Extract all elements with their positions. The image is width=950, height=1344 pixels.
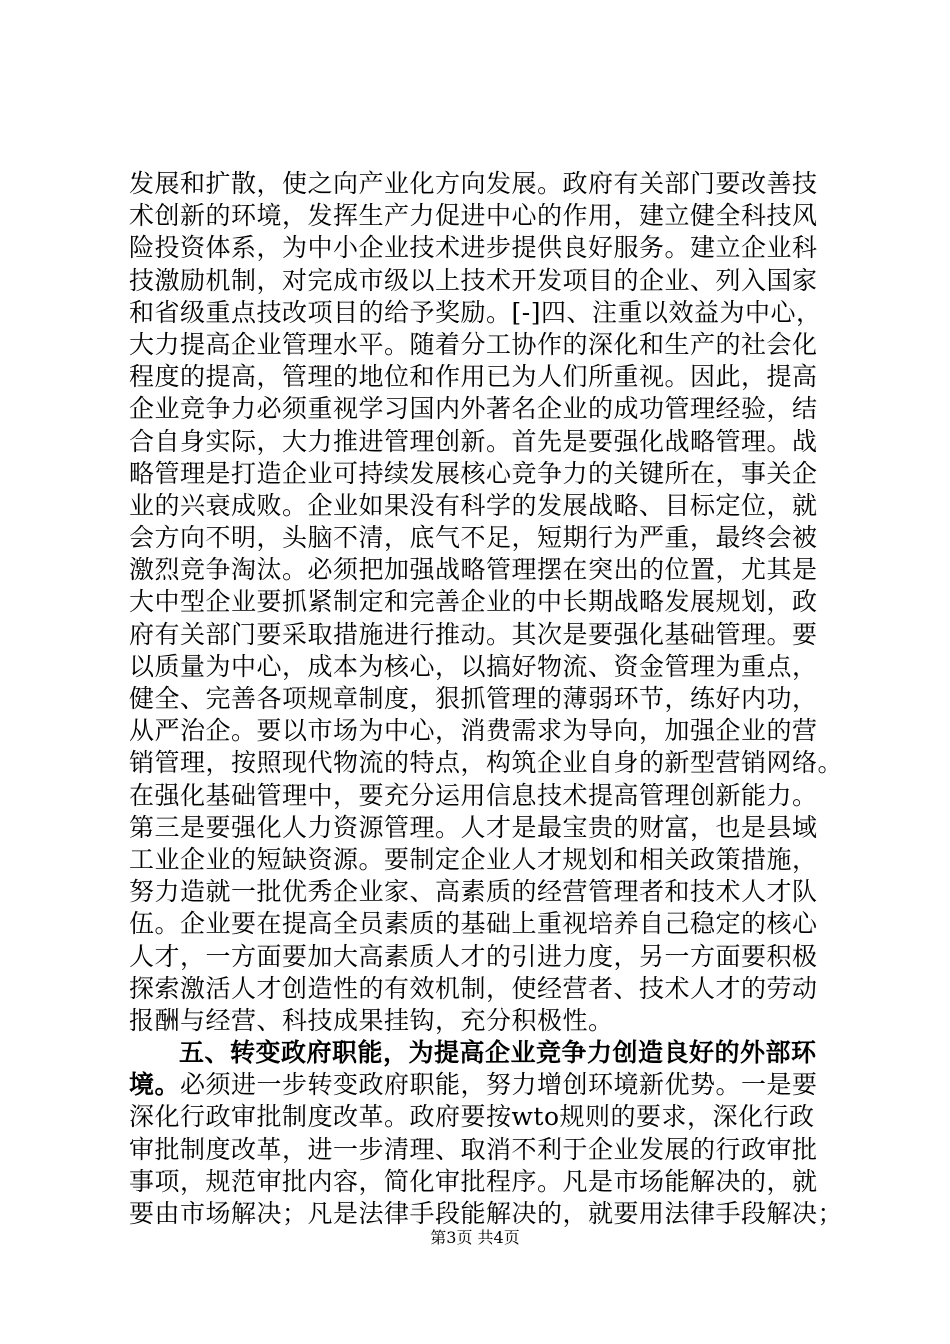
- body-line: 在强化基础管理中，要充分运用信息技术提高管理创新能力。: [129, 780, 818, 810]
- body-line: 探索激活人才创造性的有效机制，使经营者、技术人才的劳动: [129, 973, 818, 1003]
- body-line: 要由市场解决；凡是法律手段能解决的，就要用法律手段解决；: [129, 1199, 844, 1228]
- body-line: 健全、完善各项规章制度，狠抓管理的薄弱环节，练好内功，: [129, 684, 818, 713]
- body-line: 合自身实际，大力推进管理创新。首先是要强化战略管理。战: [129, 426, 818, 456]
- body-line: 技激励机制，对完成市级以上技术开发项目的企业、列入国家: [129, 265, 818, 295]
- body-line: 大力提高企业管理水平。随着分工协作的深化和生产的社会化: [129, 329, 818, 359]
- section-heading: 五、转变政府职能，为提高企业竞争力创造良好的外部环: [179, 1038, 817, 1068]
- body-line: 深化行政审批制度改革。政府要按wto规则的要求，深化行政: [129, 1102, 815, 1132]
- document-body: [129, 168, 844, 1230]
- body-line: 报酬与经营、科技成果挂钩，充分积极性。: [129, 1005, 614, 1035]
- body-line: 术创新的环境，发挥生产力促进中心的作用，建立健全科技风: [129, 201, 818, 231]
- body-line: 以质量为中心，成本为核心，以搞好物流、资金管理为重点，: [129, 651, 818, 681]
- body-line: 从严治企。要以市场为中心，消费需求为导向，加强企业的营: [129, 716, 818, 746]
- body-line: 审批制度改革，进一步清理、取消不利于企业发展的行政审批: [129, 1134, 818, 1164]
- body-line: 销管理，按照现代物流的特点，构筑企业自身的新型营销网络。: [129, 748, 844, 778]
- body-line: 企业竞争力必须重视学习国内外著名企业的成功管理经验，结: [129, 394, 818, 424]
- body-line: 险投资体系，为中小企业技术进步提供良好服务。建立企业科: [129, 233, 818, 263]
- body-line: 大中型企业要抓紧制定和完善企业的中长期战略发展规划，政: [129, 587, 818, 617]
- body-line: 激烈竞争淘汰。必须把加强战略管理摆在突出的位置，尤其是: [129, 555, 818, 585]
- body-line: 努力造就一批优秀企业家、高素质的经营管理者和技术人才队: [129, 877, 818, 907]
- body-line: 业的兴衰成败。企业如果没有科学的发展战略、目标定位，就: [129, 490, 818, 520]
- body-line: 发展和扩散，使之向产业化方向发展。政府有关部门要改善技: [129, 169, 818, 198]
- body-text-run: 必须进一步转变政府职能，努力增创环境新优势。一是要: [180, 1070, 818, 1100]
- body-line: 略管理是打造企业可持续发展核心竞争力的关键所在，事关企: [129, 458, 818, 488]
- body-line: 会方向不明，头脑不清，底气不足，短期行为严重，最终会被: [129, 523, 818, 553]
- body-line: 府有关部门要采取措施进行推动。其次是要强化基础管理。要: [129, 619, 818, 649]
- body-line: 工业企业的短缺资源。要制定企业人才规划和相关政策措施，: [129, 844, 818, 874]
- section-heading-end: 境。: [129, 1070, 181, 1100]
- body-line: 伍。企业要在提高全员素质的基础上重视培养自己稳定的核心: [129, 909, 818, 939]
- page-number-footer: 第3页 共4页: [430, 1228, 520, 1247]
- body-line: 第三是要强化人力资源管理。人才是最宝贵的财富，也是县域: [129, 812, 818, 842]
- body-line: 和省级重点技改项目的给予奖励。[-]四、注重以效益为中心，: [129, 297, 822, 327]
- body-line: 事项，规范审批内容，简化审批程序。凡是市场能解决的，就: [129, 1166, 818, 1196]
- body-line: 程度的提高，管理的地位和作用已为人们所重视。因此，提高: [129, 362, 818, 392]
- section-heading-continuation: [129, 1069, 829, 1101]
- body-line: 人才，一方面要加大高素质人才的引进力度，另一方面要积极: [129, 941, 818, 971]
